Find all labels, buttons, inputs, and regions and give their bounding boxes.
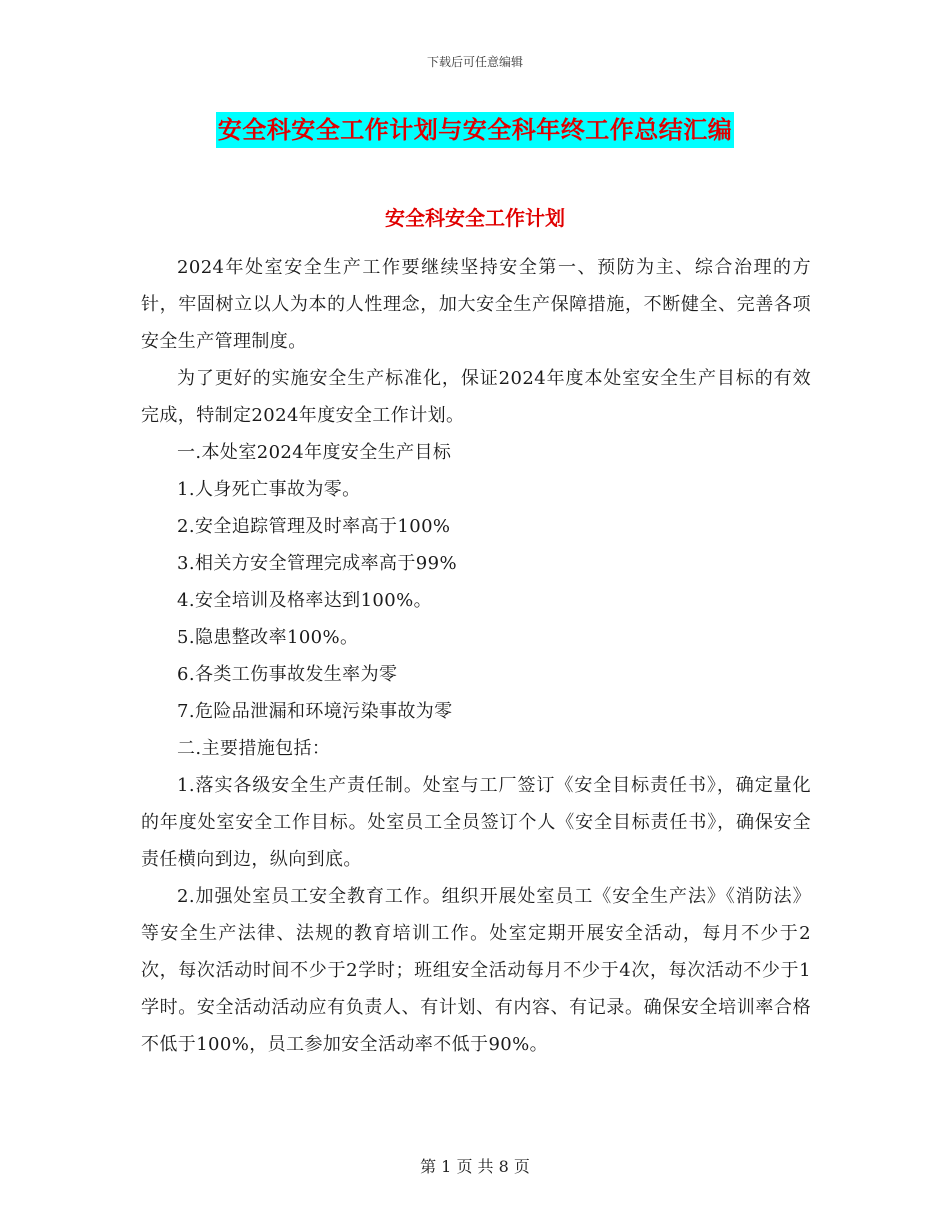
list-item: 6.各类工伤事故发生率为零 <box>177 664 398 685</box>
list-item: 5.隐患整改率100%。 <box>177 627 359 648</box>
list-item: 4.安全培训及格率达到100%。 <box>177 590 433 611</box>
section-title: 安全科安全工作计划 <box>385 206 565 230</box>
paragraph: 为了更好的实施安全生产标准化，保证2024年度本处室安全生产目标的有效完成，特制定2024年度安全工作计划。 <box>141 368 811 426</box>
section-heading: 二.主要措施包括： <box>177 738 331 759</box>
paragraph: 2.加强处室员工安全教育工作。组织开展处室员工《安全生产法》《消防法》等安全生产法律、法规的教育培训工作。处室定期开展安全活动，每月不少于2次，每次活动时间不少于2学时；班组安全活动每月不少于4次，每次活动不少于1学时。安全活动活动应有负责人、有计划、有内容、有记录。确保安全培训率合格不低于100%，员工参加安全活动率不低于90%。 <box>141 886 811 1055</box>
section-heading: 一.本处室2024年度安全生产目标 <box>177 442 452 463</box>
paragraph: 2024年处室安全生产工作要继续坚持安全第一、预防为主、综合治理的方针，牢固树立以人为本的人性理念，加大安全生产保障措施，不断健全、完善各项安全生产管理制度。 <box>141 257 811 352</box>
document-body <box>141 249 811 1063</box>
list-item: 1.人身死亡事故为零。 <box>177 479 361 500</box>
page-indicator: 第 1 页 共 8 页 <box>420 1157 530 1176</box>
paragraph: 1.落实各级安全生产责任制。处室与工厂签订《安全目标责任书》，确定量化的年度处室安全工作目标。处室员工全员签订个人《安全目标责任书》，确保安全责任横向到边，纵向到底。 <box>141 775 811 870</box>
list-item: 7.危险品泄漏和环境污染事故为零 <box>177 701 453 722</box>
list-item: 3.相关方安全管理完成率高于99% <box>177 553 457 574</box>
header-note: 下载后可任意编辑 <box>426 55 523 69</box>
list-item: 2.安全追踪管理及时率高于100% <box>177 516 451 537</box>
document-title <box>0 112 950 148</box>
document-title-text: 安全科安全工作计划与安全科年终工作总结汇编 <box>216 112 735 148</box>
